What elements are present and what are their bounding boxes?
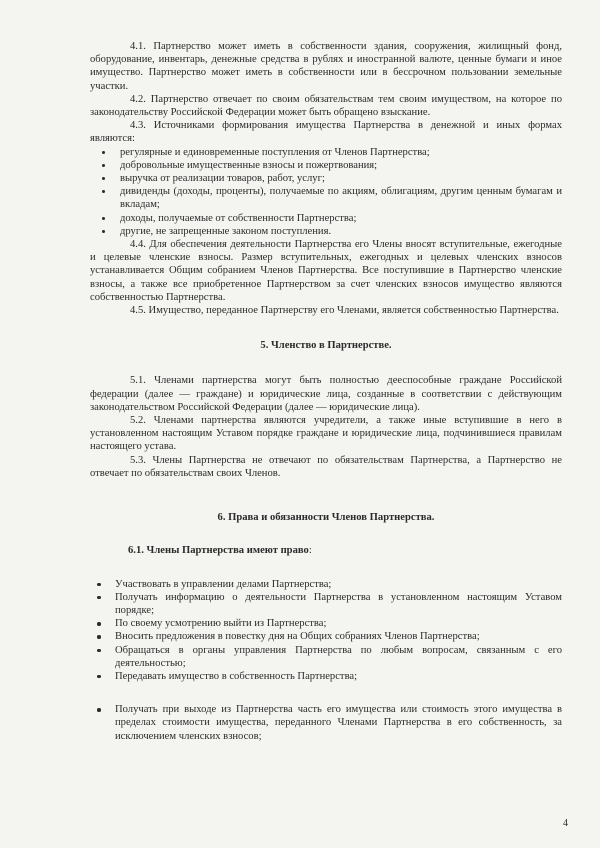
list-item: добровольные имущественные взносы и пожертвования; <box>90 159 562 172</box>
sources-list <box>90 146 562 238</box>
paragraph-4-5: 4.5. Имущество, переданное Партнерству его Членами, является собственностью Партнерства. <box>130 305 559 317</box>
paragraph-4-4: 4.4. Для обеспечения деятельности Партнерства его Члены вносят вступительные, ежегодные и целевые членские взносы. Размер вступительных, ежегодных и целевых членских взносов устанавливается Общим собранием Членов Партнерства. Все поступившие в Партнерство членские взносы, а также все приобретенное Партнерством за счет членских взносов имущество являются собственностью Партнерства. <box>90 239 562 303</box>
paragraph-4-2: 4.2. Партнерство отвечает по своим обязательствам тем своим имуществом, на которое по законодательству Российской Федерации может быть обращено взыскание. <box>90 93 562 119</box>
paragraph-4-3: 4.3. Источниками формирования имущества Партнерства в денежной и иных формах являются: <box>90 120 562 145</box>
paragraph-4-1: 4.1. Партнерство может иметь в собственности здания, сооружения, жилищный фонд, оборудование, инвентарь, денежные средства в рублях и иностранной валюте, ценные бумаги и иное имущество. Партнерство может иметь в собственности или в бессрочном пользовании земельные участки. <box>90 41 562 92</box>
section-5-heading: 5. Членство в Партнерстве. <box>260 340 392 352</box>
rights-list-continued <box>90 703 562 743</box>
page-number: 4 <box>563 818 568 829</box>
subsection-6-1-title: 6.1. Члены Партнерства имеют право <box>128 545 309 557</box>
list-item: Вносить предложения в повестку дня на Общих собраниях Членов Партнерства; <box>90 630 562 643</box>
list-item: Передавать имущество в собственность Партнерства; <box>90 670 562 683</box>
section-6-heading: 6. Права и обязанности Членов Партнерства. <box>217 512 435 524</box>
paragraph-5-1: 5.1. Членами партнерства могут быть полностью дееспособные граждане Российской федерации (далее — граждане) и юридические лица, созданные в соответствии с действующим законодательством Российской Федерации (далее — юридические лица). <box>90 375 562 413</box>
subsection-6-1-heading <box>90 544 562 557</box>
list-item: регулярные и единовременные поступления от Членов Партнерства; <box>90 146 562 159</box>
list-item: По своему усмотрению выйти из Партнерства; <box>90 617 562 630</box>
list-item: Обращаться в органы управления Партнерства по любым вопросам, связанным с его деятельностью; <box>90 644 562 670</box>
paragraph-5-3: 5.3. Члены Партнерства не отвечают по обязательствам Партнерства, а Партнерство не отвечает по обязательствам своих Членов. <box>90 454 562 479</box>
list-item: Получать при выходе из Партнерства часть его имущества или стоимость этого имущества в пределах стоимости имущества, переданного Членами Партнерства в его собственность, за исключением членских взносов; <box>90 703 562 743</box>
list-item: Участвовать в управлении делами Партнерства; <box>90 578 562 591</box>
rights-list <box>90 578 562 684</box>
list-item: выручка от реализации товаров, работ, услуг; <box>90 172 562 185</box>
paragraph-5-2: 5.2. Членами партнерства являются учредители, а также иные вступившие в него в установленном настоящим Уставом порядке граждане и юридические лица, подчинившиеся правилам настоящего устава. <box>90 415 562 453</box>
list-item: дивиденды (доходы, проценты), получаемые по акциям, облигациям, другим ценным бумагам и вкладам; <box>90 185 562 211</box>
page-content <box>90 40 562 743</box>
list-item: доходы, получаемые от собственности Партнерства; <box>90 212 562 225</box>
subsection-6-1-colon: : <box>308 545 312 557</box>
list-item: другие, не запрещенные законом поступления. <box>90 225 562 238</box>
list-item: Получать информацию о деятельности Партнерства в установленном настоящим Уставом порядке; <box>90 591 562 617</box>
